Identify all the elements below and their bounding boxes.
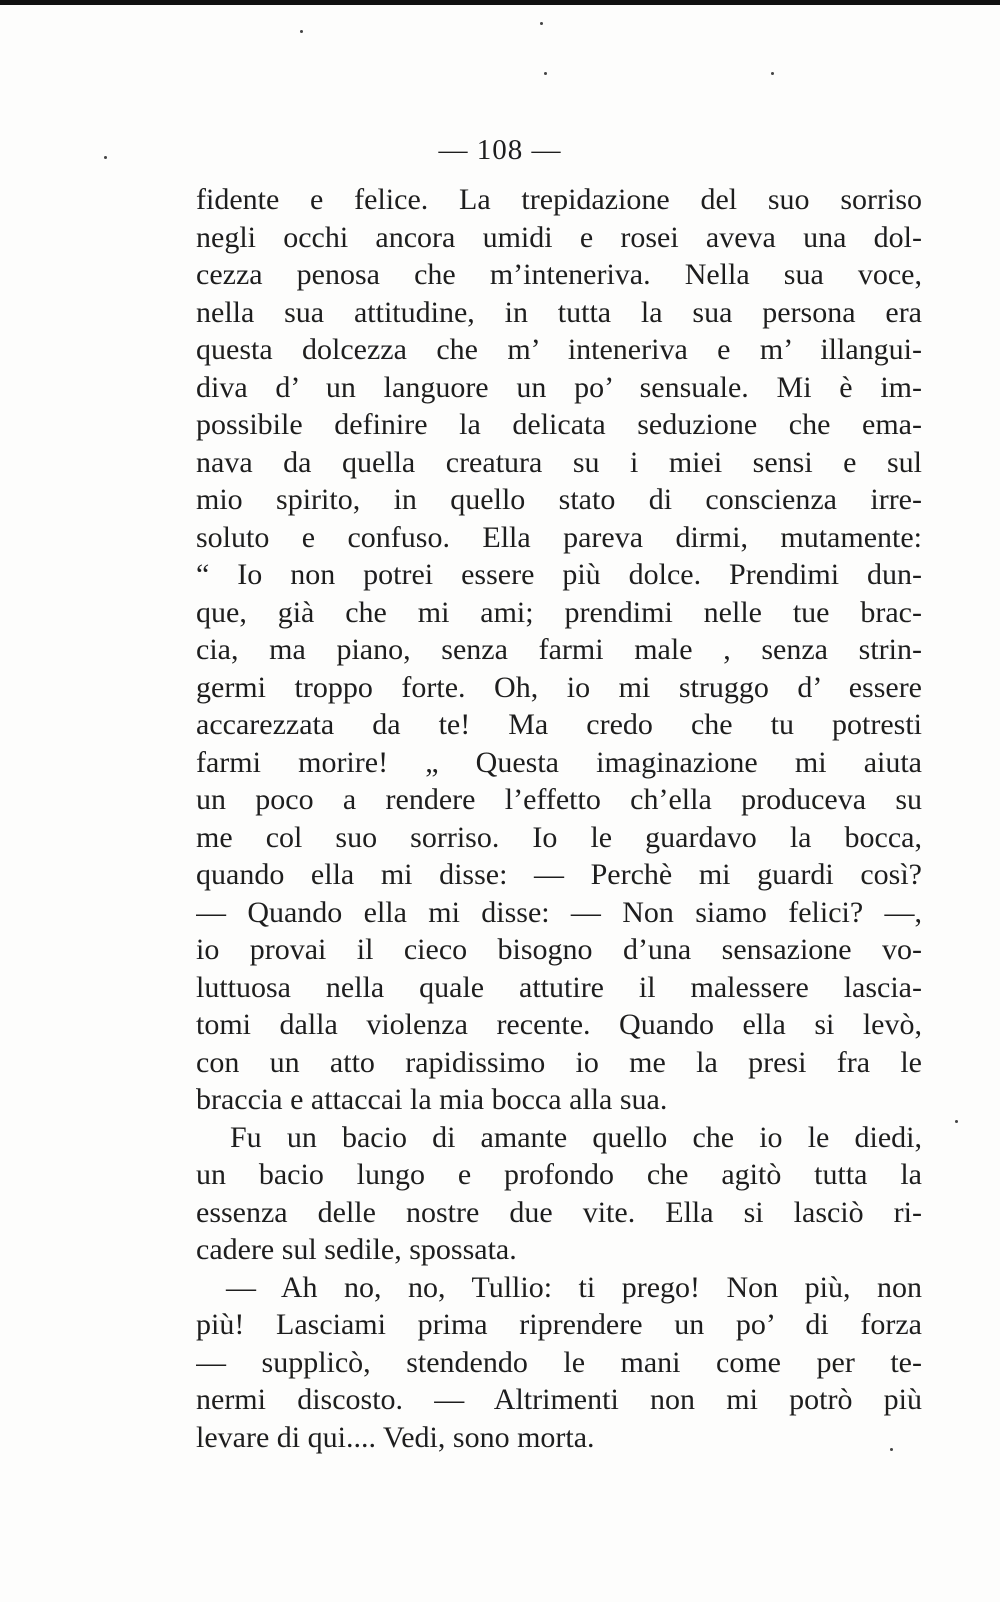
text-line: con un atto rapidissimo io me la presi fra le	[196, 1045, 922, 1079]
scan-speck	[955, 1120, 958, 1123]
text-line: — Quando ella mi disse: — Non siamo felici? —,	[196, 895, 922, 929]
text-line: fidente e felice. La trepidazione del suo sorriso	[196, 183, 922, 216]
text-line: negli occhi ancora umidi e rosei aveva una dol-	[196, 220, 922, 254]
text-line: levare di qui.... Vedi, sono morta.	[196, 1420, 595, 1454]
text-line: mio spirito, in quello stato di conscienza irre-	[196, 483, 922, 516]
body-text	[196, 181, 922, 1456]
page-number: — 108 —	[438, 134, 562, 166]
text-line: nella sua attitudine, in tutta la sua persona era	[196, 295, 922, 329]
text-line: più! Lasciami prima riprendere un po’ di forza	[196, 1308, 922, 1341]
text-line: nava da quella creatura su i miei sensi e sul	[196, 445, 922, 479]
scan-speck	[544, 72, 547, 75]
text-line: — Ah no, no, Tullio: ti prego! Non più, non	[226, 1270, 922, 1304]
text-line: farmi morire! „ Questa imaginazione mi aiuta	[196, 745, 922, 779]
text-line: accarezzata da te! Ma credo che tu potresti	[196, 708, 922, 741]
text-line: Fu un bacio di amante quello che io le diedi,	[230, 1120, 922, 1154]
scan-speck	[540, 22, 543, 25]
text-line: diva d’ un languore un po’ sensuale. Mi è im-	[196, 370, 922, 404]
text-line: braccia e attaccai la mia bocca alla sua.	[196, 1083, 668, 1116]
text-line: quando ella mi disse: — Perchè mi guardi così?	[196, 858, 922, 891]
scan-speck	[771, 72, 774, 75]
text-line: cia, ma piano, senza farmi male , senza strin-	[196, 633, 922, 666]
text-line: un bacio lungo e profondo che agitò tutta la	[196, 1158, 922, 1191]
text-line: soluto e confuso. Ella pareva dirmi, mutamente:	[196, 520, 922, 554]
text-line: — supplicò, stendendo le mani come per te-	[196, 1345, 922, 1379]
text-line: cadere sul sedile, spossata.	[196, 1233, 517, 1266]
text-line: possibile definire la delicata seduzione che ema-	[196, 408, 922, 441]
text-line: io provai il cieco bisogno d’una sensazione vo-	[196, 933, 922, 966]
text-line: me col suo sorriso. Io le guardavo la bocca,	[196, 820, 922, 854]
scan-top-border	[0, 0, 1000, 5]
text-line: que, già che mi ami; prendimi nelle tue brac-	[196, 595, 922, 629]
scan-speck	[300, 30, 303, 33]
text-line: germi troppo forte. Oh, io mi struggo d’ essere	[196, 670, 922, 704]
text-line: tomi dalla violenza recente. Quando ella si levò,	[196, 1008, 922, 1041]
text-line: cezza penosa che m’inteneriva. Nella sua voce,	[196, 258, 922, 291]
text-line: “ Io non potrei essere più dolce. Prendimi dun-	[196, 558, 922, 591]
text-line: essenza delle nostre due vite. Ella si lasciò ri-	[196, 1195, 922, 1229]
text-line: un poco a rendere l’effetto ch’ella produceva su	[196, 783, 922, 816]
text-line: nermi discosto. — Altrimenti non mi potrò più	[196, 1383, 922, 1416]
text-line: luttuosa nella quale attutire il malessere lascia-	[196, 970, 922, 1004]
text-line: questa dolcezza che m’ inteneriva e m’ illangui-	[196, 333, 922, 366]
